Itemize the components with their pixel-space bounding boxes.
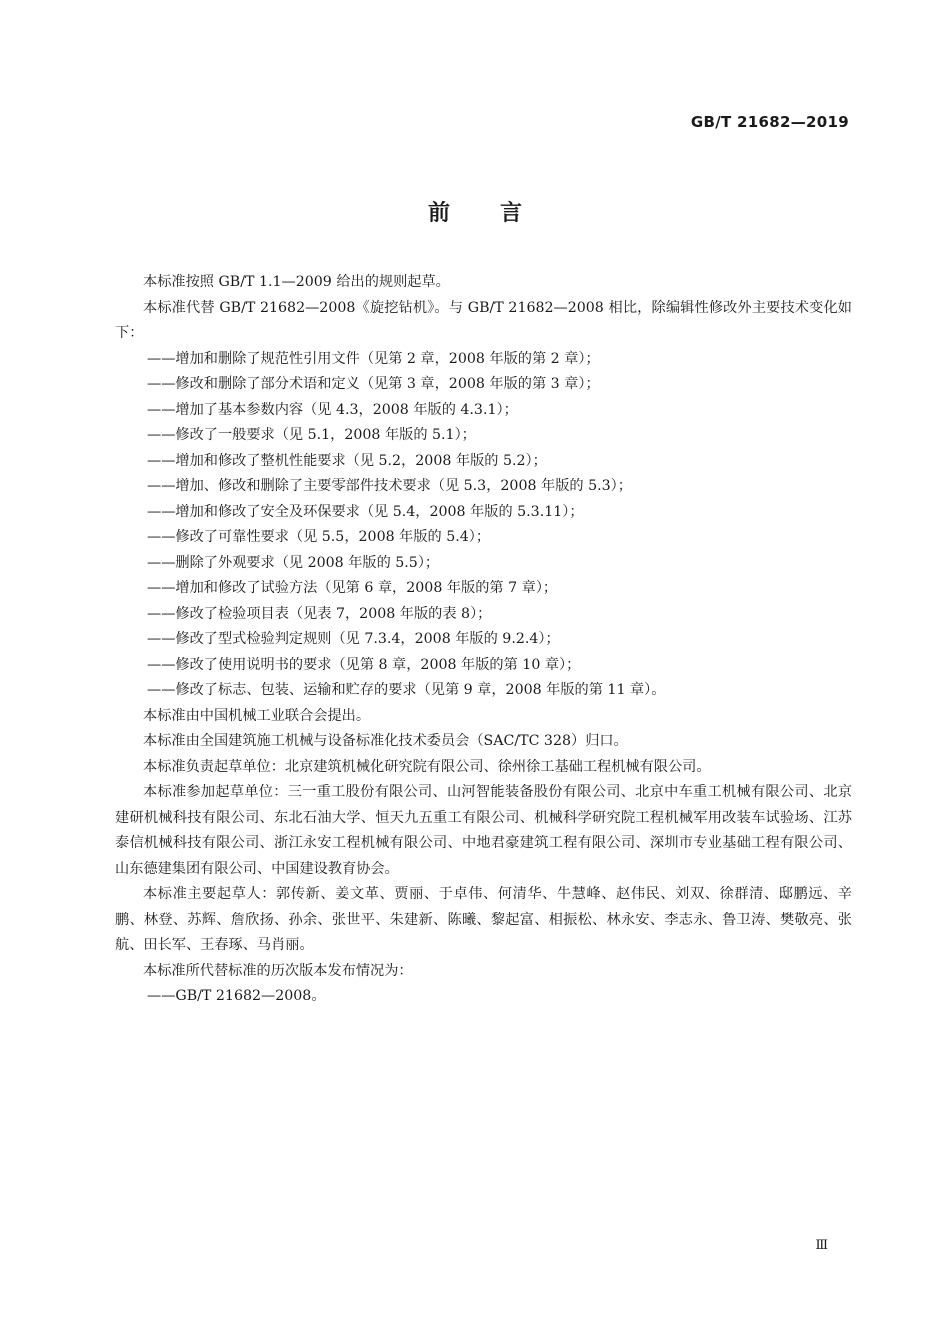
list-item: ——修改了型式检验判定规则（见 7.3.4，2008 年版的 9.2.4）； [147,631,560,647]
list-item: ——修改和删除了部分术语和定义（见第 3 章，2008 年版的第 3 章）； [147,376,600,392]
list-item: ——增加和删除了规范性引用文件（见第 2 章，2008 年版的第 2 章）； [147,350,600,367]
change-list [115,347,852,704]
list-item: ——修改了一般要求（见 5.1，2008 年版的 5.1）； [147,427,476,443]
list-item: ——修改了可靠性要求（见 5.5，2008 年版的 5.4）； [147,529,491,545]
list-item: ——增加和修改了整机性能要求（见 5.2，2008 年版的 5.2）； [147,452,547,469]
page-number: Ⅲ [815,1238,828,1253]
paragraph-history: 本标准所代替标准的历次版本发布情况为： [143,962,413,979]
history-item: ——GB/T 21682—2008。 [147,988,326,1004]
paragraph-drafting-rules: 本标准按照 GB/T 1.1—2009 给出的规则起草。 [143,274,450,290]
list-item: ——增加、修改和删除了主要零部件技术要求（见 5.3，2008 年版的 5.3）； [147,478,632,494]
paragraph-proposer: 本标准由中国机械工业联合会提出。 [143,707,371,724]
foreword-body [115,270,852,1010]
title-char-2: 言 [500,201,523,226]
list-item: ——删除了外观要求（见 2008 年版的 5.5）； [147,554,440,571]
paragraph-participating-units: 本标准参加起草单位：三一重工股份有限公司、山河智能装备股份有限公司、北京中车重工机械有限公司、北京建研机械科技有限公司、东北石油大学、恒天九五重工有限公司、机械科学研究院工程机械军用改装车试验场、江苏泰信机械科技有限公司、浙江永安工程机械有限公司、中地君豪建筑工程有限公司、深圳市专业基础工程有限公司、山东德建集团有限公司、中国建设教育协会。 [115,784,852,877]
list-item: ——修改了检验项目表（见表 7，2008 年版的表 8）； [147,605,492,622]
title-char-1: 前 [427,201,450,226]
list-item: ——修改了标志、包装、运输和贮存的要求（见第 9 章，2008 年版的第 11 章）。 [147,682,666,698]
paragraph-main-drafters: 本标准主要起草人：郭传新、姜文革、贾丽、于卓伟、何清华、牛慧峰、赵伟民、刘双、徐群清、邸鹏远、辛鹏、林登、苏辉、詹欣扬、孙余、张世平、朱建新、陈曦、黎起富、相振松、林永安、李志永、鲁卫涛、樊敬亮、张航、田长军、王春琢、马肖丽。 [115,886,852,953]
list-item: ——修改了使用说明书的要求（见第 8 章，2008 年版的第 10 章）； [147,656,581,673]
paragraph-replacement: 本标准代替 GB/T 21682—2008《旋挖钻机》。与 GB/T 21682—2008 相比，除编辑性修改外主要技术变化如下： [115,299,852,341]
list-item: ——增加了基本参数内容（见 4.3，2008 年版的 4.3.1）； [147,401,518,418]
standard-number: GB/T 21682—2019 [690,113,849,131]
paragraph-lead-drafters: 本标准负责起草单位：北京建筑机械化研究院有限公司、徐州徐工基础工程机械有限公司。 [143,758,711,775]
page-title [0,196,950,227]
list-item: ——增加和修改了试验方法（见第 6 章，2008 年版的第 7 章）； [147,580,558,596]
paragraph-committee: 本标准由全国建筑施工机械与设备标准化技术委员会（SAC/TC 328）归口。 [143,733,628,749]
list-item: ——增加和修改了安全及环保要求（见 5.4，2008 年版的 5.3.11）； [147,503,584,520]
